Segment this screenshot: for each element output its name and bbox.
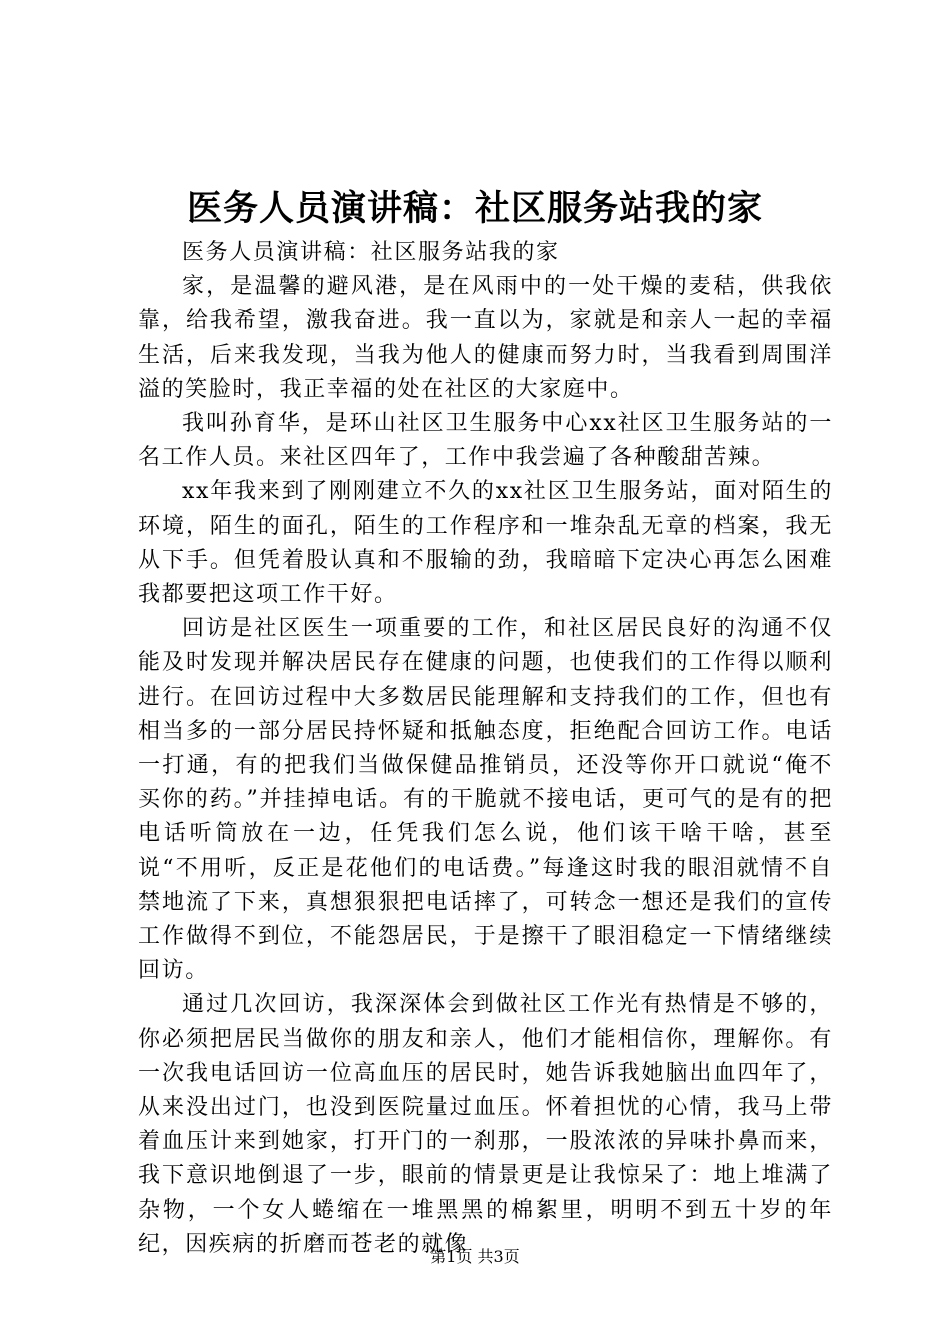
paragraph-subtitle: 医务人员演讲稿：社区服务站我的家 (182, 240, 560, 265)
paragraph: 通过几次回访，我深深体会到做社区工作光有热情是不够的，你必须把居民当做你的朋友和亲人，他们才能相信你，理解你。有一次我电话回访一位高血压的居民时，她告诉我她脑出血四年了，从来没出过门，也没到医院量过血压。怀着担忧的心情，我马上带着血压计来到她家，打开门的一刹那，一股浓浓的异味扑鼻而来，我下意识地倒退了一步，眼前的情景更是让我惊呆了：地上堆满了杂物，一个女人蜷缩在一堆黑黑的棉絮里，明明不到五十岁的年纪，因疾病的折磨而苍老的就像 (138, 992, 833, 1257)
paragraph: 家，是温馨的避风港，是在风雨中的一处干燥的麦秸，供我依靠，给我希望，激我奋进。我一直以为，家就是和亲人一起的幸福生活，后来我发现，当我为他人的健康而努力时，当我看到周围洋溢的笑脸时，我正幸福的处在社区的大家庭中。 (138, 274, 833, 402)
page-number-footer: 第1页 共3页 (430, 1247, 520, 1266)
document-title: 医务人员演讲稿：社区服务站我的家 (186, 188, 763, 229)
paragraph: 我叫孙育华，是环山社区卫生服务中心xx社区卫生服务站的一名工作人员。来社区四年了，工作中我尝遍了各种酸甜苦辣。 (138, 411, 833, 471)
paragraph: 回访是社区医生一项重要的工作，和社区居民良好的沟通不仅能及时发现并解决居民存在健康的问题，也使我们的工作得以顺利进行。在回访过程中大多数居民能理解和支持我们的工作，但也有相当多的一部分居民持怀疑和抵触态度，拒绝配合回访工作。电话一打通，有的把我们当做保健品推销员，还没等你开口就说“俺不买你的药。”并挂掉电话。有的干脆就不接电话，更可气的是有的把电话听筒放在一边，任凭我们怎么说，他们该干啥干啥，甚至说“不用听，反正是花他们的电话费。”每逢这时我的眼泪就情不自禁地流了下来，真想狠狠把电话摔了，可转念一想还是我们的宣传工作做得不到位，不能怨居民，于是擦干了眼泪稳定一下情绪继续回访。 (138, 616, 833, 984)
paragraph: xx年我来到了刚刚建立不久的xx社区卫生服务站，面对陌生的环境，陌生的面孔，陌生的工作程序和一堆杂乱无章的档案，我无从下手。但凭着股认真和不服输的劲，我暗暗下定决心再怎么困难我都要把这项工作干好。 (138, 479, 833, 608)
document-body (138, 236, 833, 1262)
